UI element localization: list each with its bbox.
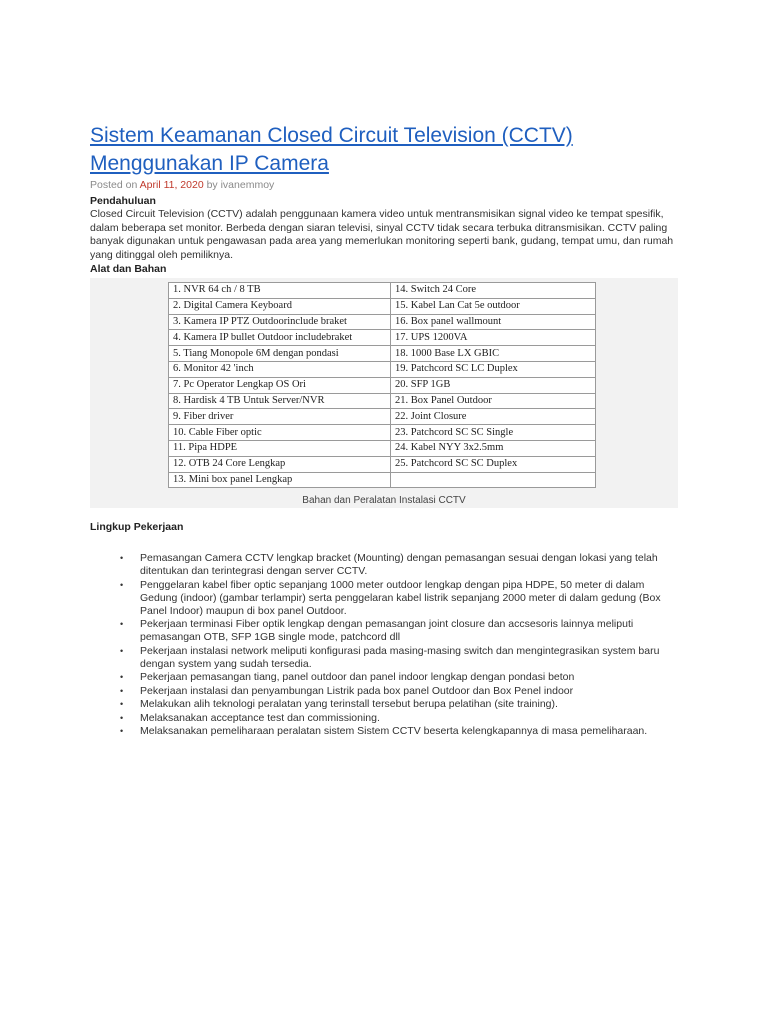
list-item-text: Pekerjaan instalasi network meliputi konfigurasi pada masing-masing switch dan mengintegrasikan system baru dengan system yang sudah tersedia.: [140, 644, 660, 670]
table-row: [169, 472, 596, 488]
list-item-text: Melakukan alih teknologi peralatan yang terinstall tersebut berupa pelatihan (site training).: [140, 698, 558, 710]
list-item-text: Pekerjaan instalasi dan penyambungan Listrik pada box panel Outdoor dan Box Penel indoor: [140, 684, 574, 697]
list-item-text: Melaksanakan pemeliharaan peralatan sistem Sistem CCTV beserta kelengkapannya di masa pemeliharaan.: [140, 725, 648, 737]
list-item: [120, 552, 680, 578]
table-cell: 14. Switch 24 Core: [391, 283, 596, 299]
materials-table: [168, 282, 596, 488]
table-cell: 19. Patchcord SC LC Duplex: [391, 361, 596, 377]
table-cell: 2. Digital Camera Keyboard: [169, 298, 391, 314]
table-cell: 8. Hardisk 4 TB Untuk Server/NVR: [169, 393, 391, 409]
list-item-text: Pemasangan Camera CCTV lengkap bracket (Mounting) dengan pemasangan sesuai dengan lokasi yang telah ditentukan dan terintegrasi dengan server CCTV.: [140, 552, 658, 577]
table-cell: [391, 472, 596, 488]
bullet-icon: •: [120, 712, 124, 723]
article: [90, 122, 680, 739]
table-row: [169, 393, 596, 409]
table-row: [169, 425, 596, 441]
intro-paragraph: Closed Circuit Television (CCTV) adalah penggunaan kamera video untuk mentransmisikan signal video ke tempat spesifik, dalam beberapa set monitor. Berbeda dengan siaran televisi, sinyal CCTV tidak secara terbuka ditransmisikan. CCTV paling banyak digunakan untuk pengawasan pada area yang memerlukan monitoring seperti bank, gudang, tempat umu, dan rumah yang ditinggal oleh pemiliknya.: [90, 208, 674, 261]
table-cell: 4. Kamera IP bullet Outdoor includebraket: [169, 330, 391, 346]
post-meta: [90, 179, 680, 192]
table-cell: 6. Monitor 42 'inch: [169, 361, 391, 377]
bullet-icon: •: [120, 553, 124, 563]
table-cell: 20. SFP 1GB: [391, 377, 596, 393]
table-cell: 13. Mini box panel Lengkap: [169, 472, 391, 488]
bullet-icon: •: [120, 619, 124, 629]
table-row: [169, 377, 596, 393]
table-cell: 9. Fiber driver: [169, 409, 391, 425]
article-title-link[interactable]: Sistem Keamanan Closed Circuit Television (CCTV) Menggunakan IP Camera: [90, 124, 573, 175]
materials-figure: [90, 278, 678, 508]
table-row: [169, 361, 596, 377]
intro-heading: Pendahuluan: [90, 195, 156, 207]
table-cell: 3. Kamera IP PTZ Outdoorinclude braket: [169, 314, 391, 330]
table-row: [169, 346, 596, 362]
table-cell: 16. Box panel wallmount: [391, 314, 596, 330]
table-cell: 12. OTB 24 Core Lengkap: [169, 456, 391, 472]
table-cell: 17. UPS 1200VA: [391, 330, 596, 346]
bullet-icon: •: [120, 726, 124, 736]
posted-on-label: Posted on: [90, 179, 138, 191]
scope-list: [90, 552, 680, 738]
list-item: [120, 618, 680, 644]
author-link[interactable]: ivanemmoy: [220, 179, 275, 191]
list-item: [120, 645, 680, 671]
table-cell: 5. Tiang Monopole 6M dengan pondasi: [169, 346, 391, 362]
list-item: [120, 685, 680, 698]
list-item: [120, 579, 680, 618]
bullet-icon: •: [120, 672, 124, 682]
bullet-icon: •: [120, 699, 124, 709]
bullet-icon: •: [120, 685, 124, 696]
table-row: [169, 440, 596, 456]
post-date-link[interactable]: April 11, 2020: [139, 179, 204, 191]
table-row: [169, 314, 596, 330]
list-item-text: Penggelaran kabel fiber optic sepanjang 1000 meter outdoor lengkap dengan pipa HDPE, 50 meter di dalam Gedung (indoor) (gambar terlampir) serta penggelaran kabel listrik sepanjang 2000 meter di dalam gedung (Box Panel Indoor) maupun di box panel Outdoor.: [140, 578, 661, 617]
table-cell: 23. Patchcord SC SC Single: [391, 425, 596, 441]
table-cell: 25. Patchcord SC SC Duplex: [391, 456, 596, 472]
list-item-text: Pekerjaan pemasangan tiang, panel outdoor dan panel indoor lengkap dengan pondasi beton: [140, 671, 575, 683]
list-item: [120, 698, 680, 711]
bullet-icon: •: [120, 579, 124, 590]
table-row: [169, 330, 596, 346]
table-cell: 10. Cable Fiber optic: [169, 425, 391, 441]
list-item: [120, 725, 680, 738]
scope-heading: Lingkup Pekerjaan: [90, 521, 184, 533]
table-row: [169, 456, 596, 472]
table-cell: 18. 1000 Base LX GBIC: [391, 346, 596, 362]
table-row: [169, 298, 596, 314]
table-cell: 7. Pc Operator Lengkap OS Ori: [169, 377, 391, 393]
table-cell: 22. Joint Closure: [391, 409, 596, 425]
table-cell: 24. Kabel NYY 3x2.5mm: [391, 440, 596, 456]
materials-heading: Alat dan Bahan: [90, 263, 167, 275]
bullet-icon: •: [120, 645, 124, 656]
by-label: by: [206, 179, 218, 191]
list-item: [120, 671, 680, 684]
list-item: [120, 712, 680, 725]
table-cell: 21. Box Panel Outdoor: [391, 393, 596, 409]
table-cell: 15. Kabel Lan Cat 5e outdoor: [391, 298, 596, 314]
table-cell: 1. NVR 64 ch / 8 TB: [169, 283, 391, 299]
table-row: [169, 283, 596, 299]
table-cell: 11. Pipa HDPE: [169, 440, 391, 456]
list-item-text: Melaksanakan acceptance test dan commissioning.: [140, 711, 380, 724]
table-row: [169, 409, 596, 425]
list-item-text: Pekerjaan terminasi Fiber optik lengkap dengan pemasangan joint closure dan accsesoris lainnya meliputi pemasangan OTB, SFP 1GB single mode, patchcord dll: [140, 618, 634, 643]
figure-caption: Bahan dan Peralatan Instalasi CCTV: [302, 495, 466, 506]
